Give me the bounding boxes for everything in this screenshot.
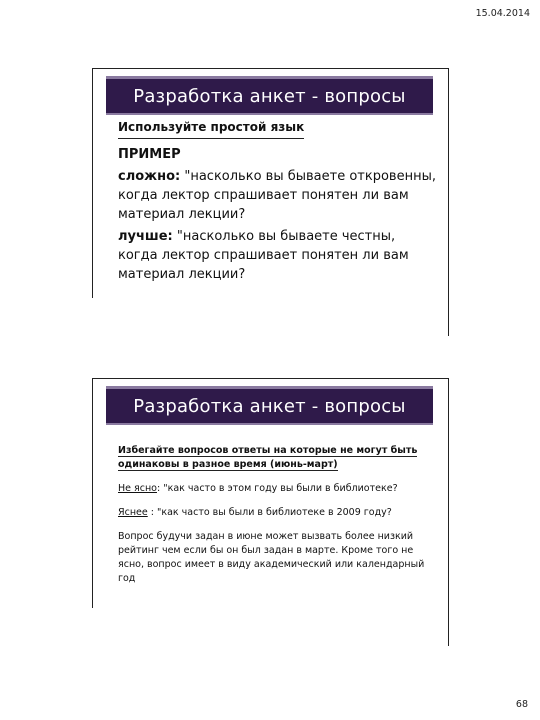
unclear-example: [118, 482, 440, 496]
better-text: "насколько вы бываете честны, когда лектор спрашивает понятен ли вам материал лекции?: [118, 229, 409, 282]
lead-line-2: одинаковы в разное время (июнь-март): [118, 459, 338, 470]
slide-frame-right: [448, 378, 449, 646]
hard-example: [118, 167, 438, 224]
slide-title: Разработка анкет - вопросы: [106, 76, 433, 115]
slide-frame-top: [92, 68, 449, 69]
example-label: ПРИМЕР: [118, 147, 181, 162]
clearer-text: : "как часто вы были в библиотеке в 2009 году?: [147, 507, 392, 518]
hard-text: "насколько вы бываете откровенны, когда лектор спрашивает понятен ли вам материал лекции?: [118, 169, 436, 222]
unclear-label: Не ясно: [118, 483, 157, 494]
slide-heading: Используйте простой язык: [118, 118, 304, 139]
slide-body: [118, 444, 440, 596]
slide-frame-left: [92, 68, 93, 298]
clearer-example: [118, 506, 440, 520]
unclear-text: : "как часто в этом году вы были в библиотеке?: [156, 483, 398, 494]
slide-body: [118, 118, 438, 287]
lead-line-1: Избегайте вопросов ответы на которые не могут быть: [118, 445, 418, 456]
slide-frame-right: [448, 68, 449, 336]
slide-1: [92, 68, 449, 336]
slide-frame-top: [92, 378, 449, 379]
lead-statement: [118, 444, 440, 472]
clearer-label: Яснее: [118, 507, 148, 518]
slide-2: [92, 378, 449, 646]
better-example: [118, 227, 438, 284]
explanation-note: Вопрос будучи задан в июне может вызвать более низкий рейтинг чем если бы он был задан в марте. Кроме того не ясно, вопрос имеет в виду академический или календарный год: [118, 531, 425, 584]
slide-frame-left: [92, 378, 93, 608]
better-label: лучше:: [118, 229, 173, 244]
hard-label: сложно:: [118, 169, 181, 184]
slide-title: Разработка анкет - вопросы: [106, 386, 433, 425]
page-number: 68: [515, 699, 528, 710]
print-date: 15.04.2014: [475, 8, 530, 19]
